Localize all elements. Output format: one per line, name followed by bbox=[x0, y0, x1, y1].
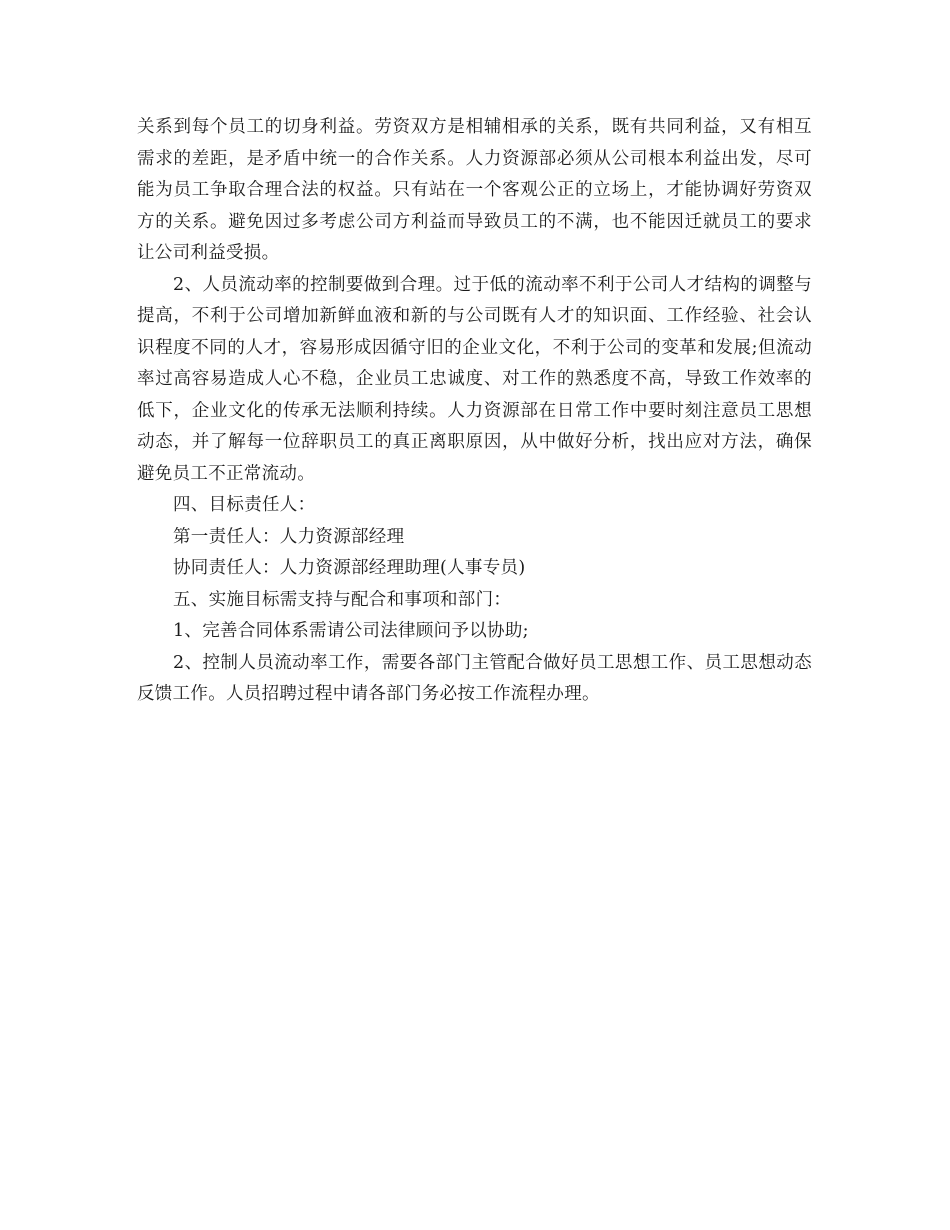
paragraph-co-responsible: 协同责任人：人力资源部经理助理(人事专员) bbox=[173, 558, 526, 578]
document-body bbox=[137, 112, 812, 711]
paragraph-first-responsible: 第一责任人：人力资源部经理 bbox=[173, 526, 405, 547]
paragraph-contract-support: 1、完善合同体系需请公司法律顾问予以协助; bbox=[173, 621, 529, 641]
paragraph-turnover-control: 2、人员流动率的控制要做到合理。过于低的流动率不利于公司人才结构的调整与提高，不利于公司增加新鲜血液和新的与公司既有人才的知识面、工作经验、社会认识程度不同的人才，容易形成因循守旧的企业文化，不利于公司的变革和发展;但流动率过高容易造成人心不稳，企业员工忠诚度、对工作的熟悉度不高，导致工作效率的低下，企业文化的传承无法顺利持续。人力资源部在日常工作中要时刻注意员工思想动态，并了解每一位辞职员工的真正离职原因，从中做好分析，找出应对方法，确保避免员工不正常流动。 bbox=[137, 274, 812, 484]
paragraph-turnover-support: 2、控制人员流动率工作，需要各部门主管配合做好员工思想工作、员工思想动态反馈工作。人员招聘过程中请各部门务必按工作流程办理。 bbox=[137, 652, 812, 704]
paragraph-labor-relations: 关系到每个员工的切身利益。劳资双方是相辅相承的关系，既有共同利益，又有相互需求的差距，是矛盾中统一的合作关系。人力资源部必须从公司根本利益出发，尽可能为员工争取合理合法的权益。只有站在一个客观公正的立场上，才能协调好劳资双方的关系。避免因过多考虑公司方利益而导致员工的不满，也不能因迁就员工的要求让公司利益受损。 bbox=[137, 117, 812, 263]
heading-implementation-support: 五、实施目标需支持与配合和事项和部门： bbox=[173, 589, 512, 610]
heading-target-responsible: 四、目标责任人： bbox=[173, 495, 316, 515]
